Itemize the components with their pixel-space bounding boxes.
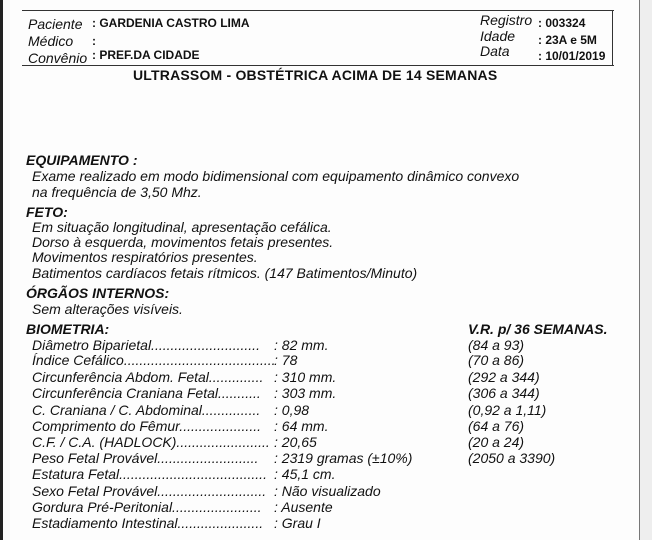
- biometria-label: Peso Fetal Provável..........................: [32, 450, 259, 466]
- vr-heading: V.R. p/ 36 SEMANAS.: [468, 321, 608, 337]
- data-label: Data: [480, 43, 510, 59]
- biometria-value: : 82 mm.: [274, 337, 329, 353]
- biometria-value: : 20,65: [274, 434, 317, 450]
- biometria-vr: (20 a 24): [468, 434, 525, 450]
- biometria-vr: (70 a 86): [468, 352, 525, 368]
- biometria-label: Diâmetro Biparietal............................: [32, 337, 260, 353]
- biometria-label: Estatura Fetal......................................: [32, 466, 267, 482]
- data-value: : 10/01/2019: [538, 49, 606, 63]
- biometria-value: : 303 mm.: [274, 385, 337, 401]
- biometria-vr: (84 a 93): [468, 337, 525, 353]
- equipamento-line: na frequência de 3,50 Mhz.: [32, 184, 202, 200]
- medico-value: :: [92, 34, 96, 48]
- feto-line: Batimentos cardíacos fetais rítmicos. (147 Batimentos/Minuto): [32, 265, 418, 281]
- biometria-label: Sexo Fetal Provável............................: [32, 483, 267, 499]
- header-top-line: [22, 10, 614, 11]
- equipamento-line: Exame realizado em modo bidimensional com equipamento dinâmico convexo: [32, 168, 520, 184]
- biometria-label: C. Craniana / C. Abdominal...............: [32, 402, 261, 418]
- biometria-row: [32, 499, 333, 515]
- biometria-row: [32, 369, 337, 385]
- orgaos-line: Sem alterações visíveis.: [32, 301, 183, 317]
- biometria-label: Circunferência Craniana Fetal...........: [32, 385, 261, 401]
- biometria-row: [32, 337, 329, 353]
- biometria-value: : 64 mm.: [274, 418, 329, 434]
- biometria-row: [32, 515, 321, 531]
- biometria-row: [32, 385, 337, 401]
- medico-label: Médico: [28, 33, 74, 49]
- registro-value: : 003324: [538, 16, 586, 30]
- biometria-row: [32, 418, 329, 434]
- biometria-value: : 310 mm.: [274, 369, 337, 385]
- header-bottom-line: [22, 65, 614, 66]
- biometria-row: [32, 466, 336, 482]
- orgaos-heading: ÓRGÃOS INTERNOS:: [26, 285, 170, 301]
- equipamento-heading: EQUIPAMENTO :: [26, 152, 138, 168]
- biometria-label: Índice Cefálico.......................................: [32, 352, 276, 368]
- biometria-heading: BIOMETRIA:: [26, 321, 110, 337]
- scan-right-margin: [640, 0, 652, 540]
- biometria-row: [32, 450, 413, 466]
- scan-left-edge: [0, 0, 3, 540]
- biometria-label: Comprimento do Fêmur.....................: [32, 418, 261, 434]
- biometria-vr: (64 a 76): [468, 418, 525, 434]
- registro-label: Registro: [480, 12, 533, 28]
- biometria-row: [32, 483, 381, 499]
- exam-title: ULTRASSOM - OBSTÉTRICA ACIMA DE 14 SEMANAS: [133, 67, 498, 83]
- convenio-value: : PREF.DA CIDADE: [92, 48, 200, 62]
- biometria-vr: (306 a 344): [468, 385, 540, 401]
- header-right-line: [612, 10, 613, 66]
- biometria-value: : Não visualizado: [274, 483, 381, 499]
- feto-heading: FETO:: [26, 204, 68, 220]
- paciente-value: : GARDENIA CASTRO LIMA: [92, 16, 250, 30]
- feto-line: Em situação longitudinal, apresentação cefálica.: [32, 219, 332, 235]
- biometria-value: : Grau I: [274, 515, 321, 531]
- biometria-label: Gordura Pré-Peritonial.......................: [32, 499, 262, 515]
- biometria-label: Circunferência Abdom. Fetal..............: [32, 369, 264, 385]
- biometria-row: [32, 402, 310, 418]
- biometria-label: C.F. / C.A. (HADLOCK)........................: [32, 434, 270, 450]
- biometria-vr: (2050 a 3390): [468, 450, 556, 466]
- biometria-vr: (292 a 344): [468, 369, 540, 385]
- idade-label: Idade: [480, 28, 516, 44]
- biometria-vr: (0,92 a 1,11): [468, 402, 547, 418]
- convenio-label: Convênio: [28, 50, 88, 66]
- biometria-row: [32, 352, 298, 368]
- biometria-value: : 0,98: [274, 402, 310, 418]
- biometria-label: Estadiamento Intestinal......................: [32, 515, 264, 531]
- idade-value: : 23A e 5M: [538, 33, 597, 47]
- feto-line: Dorso à esquerda, movimentos fetais presentes.: [32, 234, 334, 250]
- biometria-value: : 78: [274, 352, 298, 368]
- biometria-value: : 45,1 cm.: [274, 466, 336, 482]
- biometria-row: [32, 434, 317, 450]
- feto-line: Movimentos respiratórios presentes.: [32, 249, 258, 265]
- biometria-value: : 2319 gramas (±10%): [274, 450, 413, 466]
- paciente-label: Paciente: [28, 16, 83, 32]
- biometria-value: : Ausente: [274, 499, 333, 515]
